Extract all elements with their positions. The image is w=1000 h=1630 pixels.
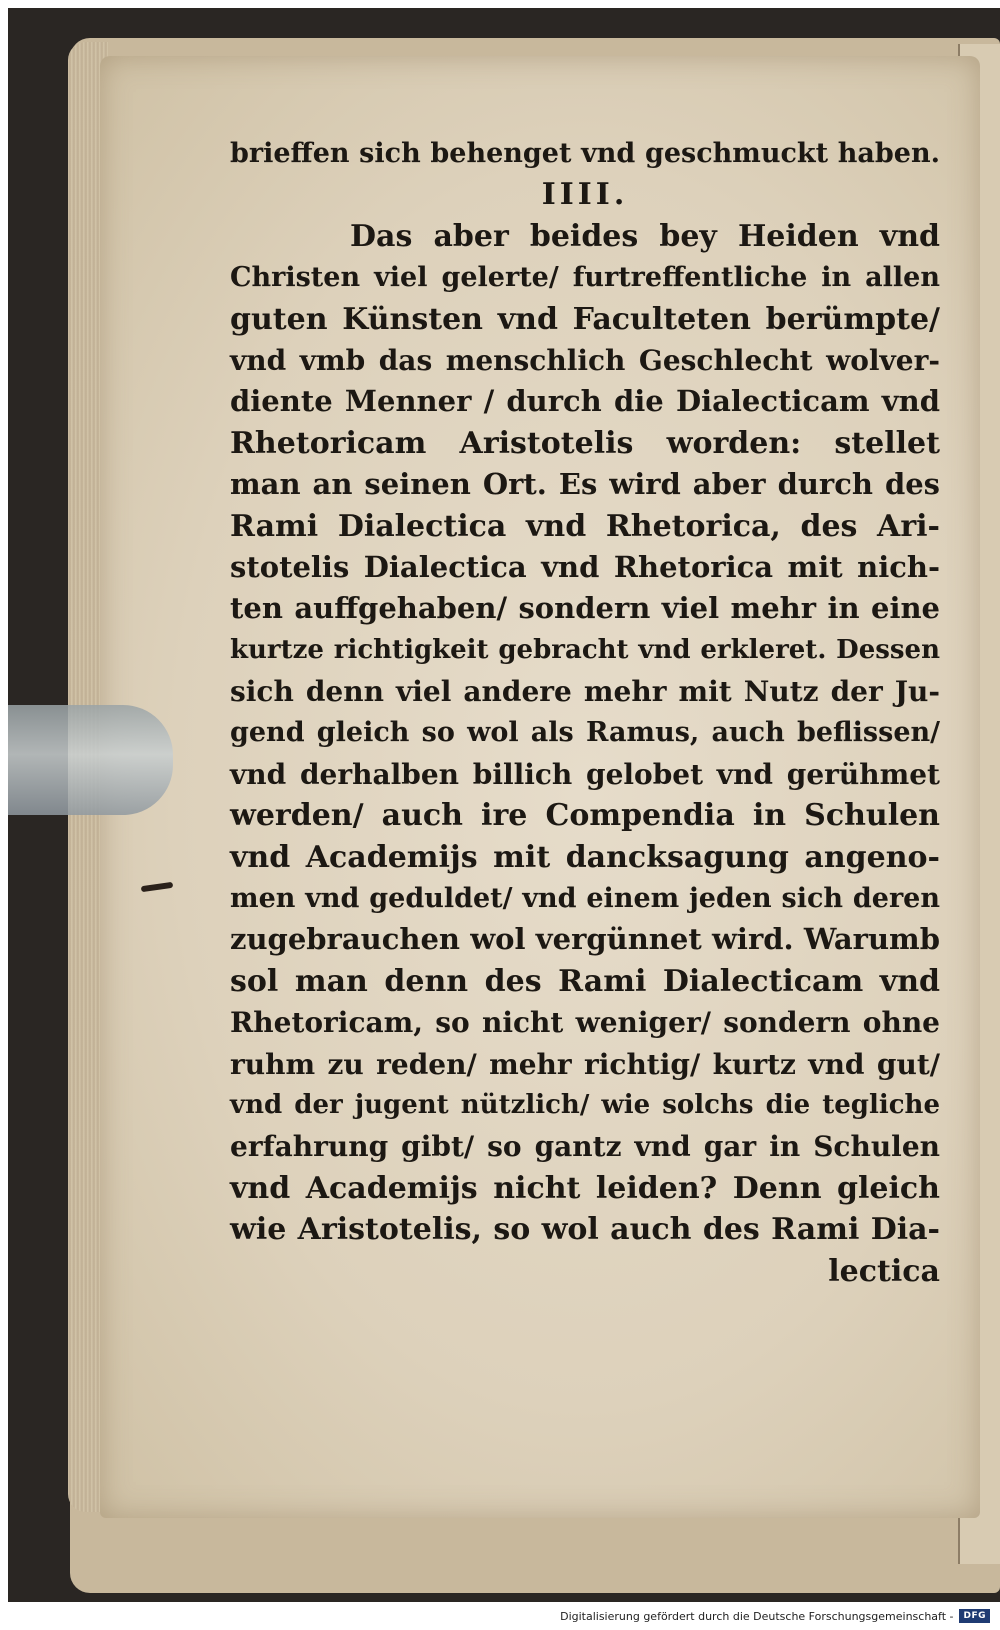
text-line: erfahrung gibt/ so gantz vnd gar in Schulen [230,1130,940,1164]
footer-credit [520,1606,990,1626]
text-line: gend gleich so wol als Ramus, auch beflissen/ [230,717,940,749]
text-line: vnd der jugent nützlich/ wie solchs die tegliche [230,1089,940,1120]
text-line: Christen viel gelerte/ furtreffentliche in allen [230,262,940,294]
text-line: Rami Dialectica vnd Rhetorica, des Ari- [230,508,940,544]
text-line: wie Aristotelis, so wol auch des Rami Dia- [230,1212,940,1248]
text-line: vnd Academijs nicht leiden? Denn gleich [230,1170,940,1206]
text-line: sol man denn des Rami Dialecticam vnd [230,963,940,999]
text-line: men vnd geduldet/ vnd einem jeden sich deren [230,883,940,915]
catchword: lectica [828,1253,940,1289]
text-line: sich denn viel andere mehr mit Nutz der Ju- [230,675,940,709]
text-line: ten auffgehaben/ sondern viel mehr in eine [230,591,940,626]
section-number: IIII. [541,177,629,213]
scan-image [8,8,1000,1602]
text-line: ruhm zu reden/ mehr richtig/ kurtz vnd gut/ [230,1047,940,1081]
credit-text: Digitalisierung gefördert durch die Deutsche Forschungsgemeinschaft - [560,1609,954,1623]
text-line: brieffen sich behenget vnd geschmuckt haben. [230,138,940,169]
text-line: vnd vmb das menschlich Geschlecht wolver- [230,343,940,377]
dfg-logo: DFG [959,1609,990,1623]
text-line: vnd derhalben billich gelobet vnd gerühmet [230,757,940,791]
text-line: zugebrauchen wol vergünnet wird. Warumb [230,922,940,957]
text-line: guten Künsten vnd Faculteten berümpte/ [230,301,940,337]
text-line: vnd Academijs mit dancksagung angeno- [230,839,940,875]
text-line: man an seinen Ort. Es wird aber durch des [230,467,940,502]
text-line: Rhetoricam Aristotelis worden: stellet [230,425,940,461]
text-line: kurtze richtigkeit gebracht vnd erkleret. Dessen [230,634,940,665]
text-line: werden/ auch ire Compendia in Schulen [230,798,940,834]
page-clip [8,705,173,815]
text-line: Das aber beides bey Heiden vnd [350,218,940,254]
page-text [230,133,940,1292]
text-line: stotelis Dialectica vnd Rhetorica mit nich- [230,549,940,584]
text-line: Rhetoricam, so nicht weniger/ sondern ohne [230,1006,940,1040]
text-line: diente Menner / durch die Dialecticam vnd [230,384,940,419]
